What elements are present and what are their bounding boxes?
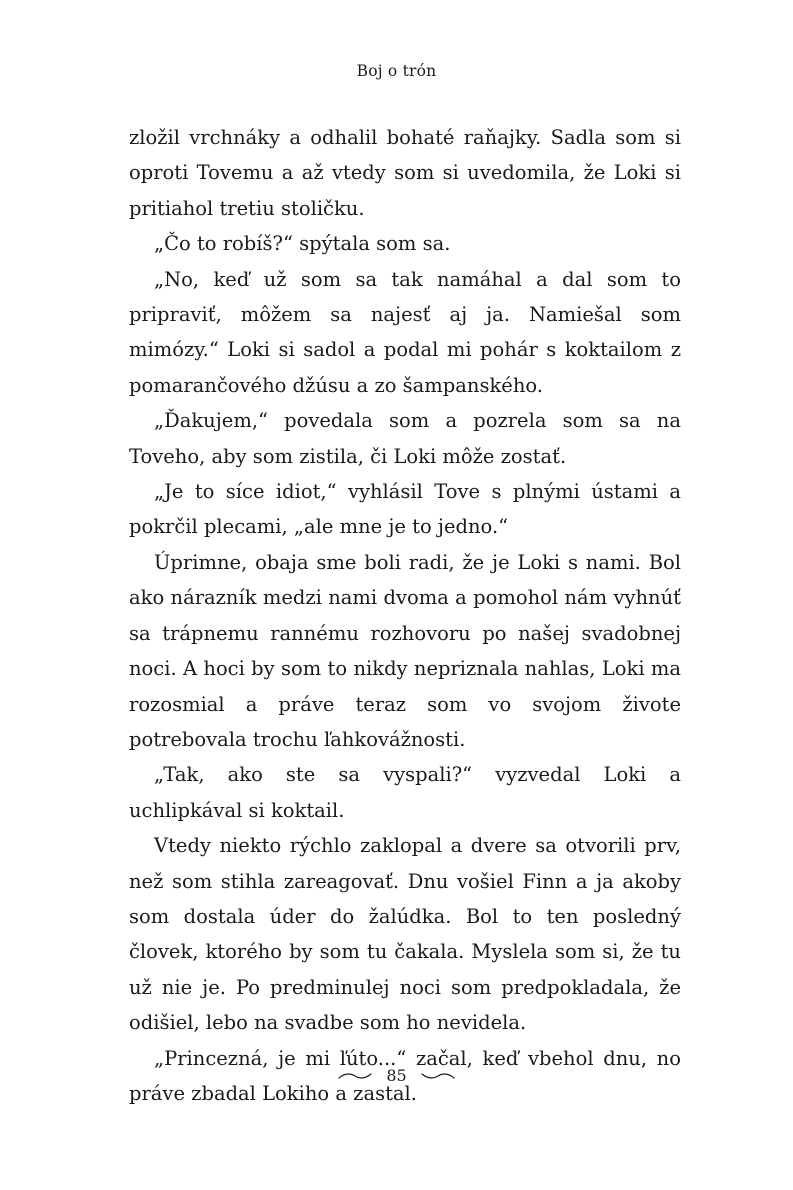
paragraph: „Tak, ako ste sa vyspali?“ vyzvedal Loki a uchlipkával si koktail. xyxy=(129,763,681,822)
paragraph: Úprimne, obaja sme boli radi, že je Loki s nami. Bol ako nárazník medzi nami dvoma a pomohol nám vyhnúť sa trápnemu rannému rozhovoru po našej svadobnej noci. A hoci by som to nikdy nepriznala nahlas, Loki ma rozosmial a práve teraz som vo svojom živote potrebovala trochu ľahkovážnosti. xyxy=(129,550,681,751)
paragraph: „Je to síce idiot,“ vyhlásil Tove s plnými ústami a pokrčil plecami, „ale mne je to jedno.“ xyxy=(129,480,681,539)
body-text xyxy=(129,120,681,1111)
paragraph: „Ďakujem,“ povedala som a pozrela som sa na Toveho, aby som zistila, či Loki môže zostať. xyxy=(129,409,681,468)
paragraph: „Princezná, je mi ľúto...“ začal, keď vbehol dnu, no práve zbadal Lokiho a zastal. xyxy=(129,1046,681,1105)
right-swash-ornament xyxy=(421,1071,455,1081)
paragraph: zložil vrchnáky a odhalil bohaté raňajky. Sadla som si oproti Tovemu a až vtedy som si uvedomila, že Loki si pritiahol tretiu stoličku. xyxy=(129,126,681,220)
left-swash-ornament xyxy=(338,1071,372,1081)
paragraph: „No, keď už som sa tak namáhal a dal som to pripraviť, môžem sa najesť aj ja. Namiešal som mimózy.“ Loki si sadol a podal mi pohár s koktailom z pomarančového džúsu a zo šampanského. xyxy=(129,267,681,397)
page-footer xyxy=(0,1066,793,1086)
paragraph: „Čo to robíš?“ spýtala som sa. xyxy=(154,232,451,256)
page-number: 85 xyxy=(386,1066,407,1085)
paragraph: Vtedy niekto rýchlo zaklopal a dvere sa otvorili prv, než som stihla zareagovať. Dnu vošiel Finn a ja akoby som dostala úder do žalúdka. Bol to ten posledný človek, ktorého by som tu čakala. Myslela som si, že tu už nie je. Po predminulej noci som predpokladala, že odišiel, lebo na svadbe som ho nevidela. xyxy=(129,834,681,1035)
running-head: Boj o trón xyxy=(356,62,437,80)
